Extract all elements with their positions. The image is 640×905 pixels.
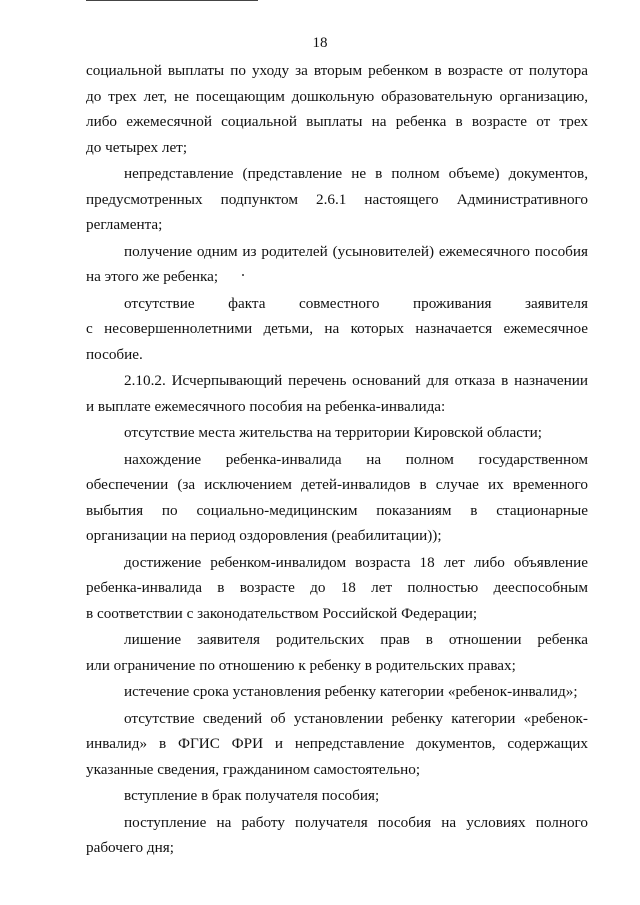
paragraph bbox=[86, 627, 588, 678]
paragraph bbox=[86, 368, 588, 419]
paragraph bbox=[86, 679, 588, 705]
paragraph bbox=[86, 810, 588, 861]
text-line: вступление в брак получателя пособия; bbox=[124, 787, 380, 804]
text-line: отсутствие места жительства на территории Кировской области; bbox=[124, 424, 543, 441]
text-line: рабочего дня; bbox=[86, 839, 174, 856]
text-line: достижение ребенком-инвалидом возраста 18 лет либо объявление bbox=[124, 553, 588, 571]
text-line: поступление на работу получателя пособия на условиях полного bbox=[124, 813, 588, 831]
text-line: с несовершеннолетними детьми, на которых назначается ежемесячное bbox=[86, 320, 588, 337]
text-line: социальной выплаты по уходу за вторым ребенком в возрасте от полутора bbox=[86, 62, 588, 79]
paragraph bbox=[86, 291, 588, 368]
paragraph bbox=[86, 783, 588, 809]
scan-speck bbox=[242, 274, 244, 276]
paragraph bbox=[86, 58, 588, 160]
paragraph bbox=[86, 161, 588, 238]
text-line: получение одним из родителей (усыновителей) ежемесячного пособия bbox=[124, 242, 588, 260]
text-line: отсутствие сведений об установлении ребенку категории «ребенок- bbox=[124, 709, 588, 727]
text-line: на этого же ребенка; bbox=[86, 268, 219, 285]
paragraph bbox=[86, 706, 588, 783]
text-line: пособие. bbox=[86, 345, 143, 363]
text-line: выбытия по социально-медицинским показаниям в стационарные bbox=[86, 501, 588, 519]
text-line: 2.10.2. Исчерпывающий перечень оснований для отказа в назначении bbox=[124, 372, 588, 389]
text-line: до трех лет, не посещающим дошкольную образовательную организацию, bbox=[86, 87, 588, 105]
paragraph bbox=[86, 447, 588, 549]
text-line: непредставление (представление не в полном объеме) документов, bbox=[124, 165, 588, 182]
text-line: или ограничение по отношению к ребенку в родительских правах; bbox=[86, 656, 516, 674]
paragraph bbox=[86, 420, 588, 446]
text-line: и выплате ежемесячного пособия на ребенка-инвалида: bbox=[86, 397, 446, 415]
paragraph bbox=[86, 239, 588, 290]
top-rule bbox=[86, 0, 258, 1]
text-line: лишение заявителя родительских прав в отношении ребенка bbox=[124, 631, 588, 648]
text-line: ребенка-инвалида в возрасте до 18 лет полностью дееспособным bbox=[86, 579, 588, 596]
text-line: инвалид» в ФГИС ФРИ и непредставление документов, содержащих bbox=[86, 735, 588, 752]
text-line: предусмотренных подпунктом 2.6.1 настоящего Административного bbox=[86, 190, 588, 208]
text-line: истечение срока установления ребенку категории «ребенок-инвалид»; bbox=[124, 683, 578, 700]
paragraph bbox=[86, 550, 588, 627]
document-body bbox=[86, 58, 588, 862]
text-line: в соответствии с законодательством Российской Федерации; bbox=[86, 604, 478, 622]
text-line: указанные сведения, гражданином самостоятельно; bbox=[86, 760, 421, 778]
page-number: 18 bbox=[312, 35, 328, 51]
text-line: отсутствие факта совместного проживания заявителя bbox=[124, 294, 588, 312]
text-line: регламента; bbox=[86, 216, 163, 233]
text-line: обеспечении (за исключением детей-инвалидов в случае их временного bbox=[86, 476, 588, 493]
text-line: организации на период оздоровления (реабилитации)); bbox=[86, 527, 442, 544]
text-line: либо ежемесячной социальной выплаты на ребенка в возрасте от трех bbox=[86, 113, 588, 130]
text-line: до четырех лет; bbox=[86, 138, 188, 156]
text-line: нахождение ребенка-инвалида на полном государственном bbox=[124, 450, 588, 468]
